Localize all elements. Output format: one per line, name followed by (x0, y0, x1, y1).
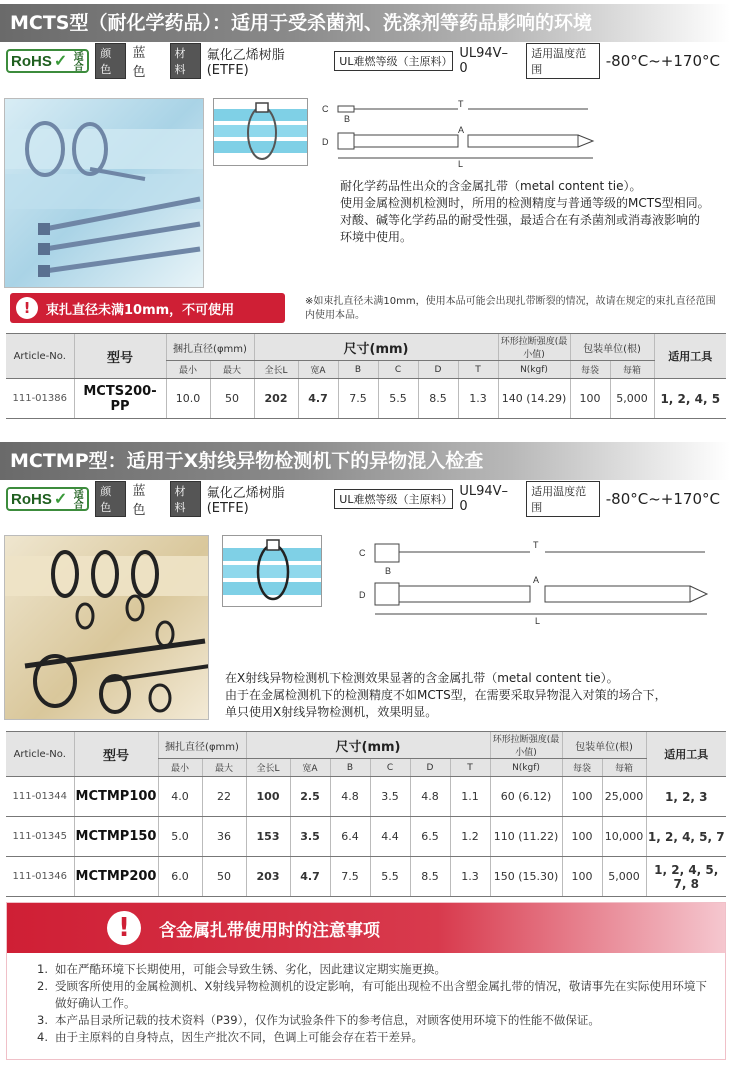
mcts-product-photo (4, 98, 204, 288)
list-item-number: 3. (37, 1013, 48, 1027)
cell-max: 50 (210, 379, 254, 419)
mctmp-usage-illustration (222, 535, 322, 607)
exclamation-icon: ! (16, 297, 38, 319)
header-article: Article-No. (6, 334, 74, 379)
header-max: 最大 (210, 361, 254, 379)
notice-list (37, 961, 717, 1046)
cell-b: 7.5 (338, 379, 378, 419)
cell-model: MCTMP100 (74, 777, 158, 817)
temp-label: 适用温度范围 (526, 43, 600, 79)
cell-article: 111-01346 (6, 857, 74, 897)
header-bundle: 捆扎直径(φmm) (166, 334, 254, 361)
list-item (37, 978, 717, 1012)
check-icon: ✓ (53, 53, 68, 70)
header-b: B (338, 361, 378, 379)
mcts-desc-line: 环境中使用。 (340, 230, 413, 244)
list-item-number: 4. (37, 1030, 48, 1044)
cell-per-box: 5,000 (610, 379, 654, 419)
color-value: 蓝色 (132, 484, 146, 518)
material-value: 氟化乙烯树脂(ETFE) (206, 486, 285, 516)
exclamation-icon: ! (107, 911, 141, 945)
mcts-section-title: MCTS型（耐化学药品）：适用于受杀菌剂、洗涤剂等药品影响的环境 (0, 4, 730, 42)
mctmp-description (225, 670, 725, 721)
color-label: 颜色 (95, 481, 126, 517)
diagram-label-a: A (458, 125, 465, 135)
diagram-label-c: C (359, 548, 366, 558)
cell-c: 5.5 (378, 379, 418, 419)
mctmp-section-title: MCTMP型：适用于X射线异物检测机下的异物混入检查 (0, 442, 730, 480)
mcts-spec-row (6, 46, 726, 80)
cell-length: 100 (246, 777, 290, 817)
cell-width: 3.5 (290, 817, 330, 857)
ul-value: UL94V–0 (459, 46, 509, 76)
list-item-number: 2. (37, 979, 48, 993)
cell-tensile: 140 (14.29) (498, 379, 570, 419)
cell-d: 4.8 (410, 777, 450, 817)
diagram-label-c: C (322, 104, 329, 114)
cell-per-bag: 100 (562, 857, 602, 897)
list-item (37, 1012, 717, 1029)
header-bundle: 捆扎直径(φmm) (158, 732, 246, 759)
color-value: 蓝色 (132, 46, 146, 80)
rohs-badge (6, 487, 89, 511)
mctmp-dimension-diagram (355, 538, 725, 628)
header-tensile: 环形拉断强度(最小值) (498, 334, 570, 361)
cell-min: 6.0 (158, 857, 202, 897)
header-article: Article-No. (6, 732, 74, 777)
cell-b: 4.8 (330, 777, 370, 817)
header-tools: 适用工具 (654, 334, 726, 379)
cell-article: 111-01344 (6, 777, 74, 817)
cell-min: 10.0 (166, 379, 210, 419)
diagram-label-b: B (344, 114, 351, 124)
cell-c: 5.5 (370, 857, 410, 897)
list-item (37, 961, 717, 978)
table-row (6, 817, 726, 857)
temp-label: 适用温度范围 (526, 481, 600, 517)
diameter-warning-bar (10, 293, 285, 323)
cell-tensile: 110 (11.22) (490, 817, 562, 857)
header-tensile: 环形拉断强度(最小值) (490, 732, 562, 759)
header-c: C (370, 759, 410, 777)
header-dims: 尺寸(mm) (246, 732, 490, 759)
cell-max: 22 (202, 777, 246, 817)
cell-max: 50 (202, 857, 246, 897)
material-label: 材料 (170, 43, 201, 79)
header-d: D (418, 361, 458, 379)
cell-model: MCTS200-PP (74, 379, 166, 419)
header-tensile-unit: N(kgf) (498, 361, 570, 379)
cell-c: 3.5 (370, 777, 410, 817)
cell-width: 4.7 (290, 857, 330, 897)
header-min: 最小 (166, 361, 210, 379)
notice-box (6, 902, 726, 1060)
temp-value: -80°C~+170°C (605, 52, 720, 70)
cell-per-bag: 100 (562, 817, 602, 857)
cell-model: MCTMP150 (74, 817, 158, 857)
cell-tensile: 60 (6.12) (490, 777, 562, 817)
header-model: 型号 (74, 732, 158, 777)
header-pack: 包装单位(根) (562, 732, 646, 759)
mcts-dimension-diagram (318, 98, 728, 168)
diameter-warning-note: ※如束扎直径未满10mm，使用本品可能会出现扎带断裂的情况，故请在规定的束扎直径范围内使用本品。 (305, 296, 716, 321)
list-item-number: 1. (37, 962, 48, 976)
header-per-box: 每箱 (610, 361, 654, 379)
diagram-label-b: B (385, 566, 392, 576)
header-min: 最小 (158, 759, 202, 777)
material-value: 氟化乙烯树脂(ETFE) (206, 48, 285, 78)
header-tools: 适用工具 (646, 732, 726, 777)
cell-tools: 1, 2, 4, 5, 7, 8 (646, 857, 726, 897)
check-icon: ✓ (53, 491, 68, 508)
material-label: 材料 (170, 481, 201, 517)
cell-tools: 1, 2, 3 (646, 777, 726, 817)
mcts-desc-line: 使用金属检测机检测时，所用的检测精度与普通等级的MCTS型相同。 (340, 196, 710, 210)
cell-tensile: 150 (15.30) (490, 857, 562, 897)
cell-d: 6.5 (410, 817, 450, 857)
table-row (6, 857, 726, 897)
header-dims: 尺寸(mm) (254, 334, 498, 361)
color-label: 颜色 (95, 43, 126, 79)
cell-length: 202 (254, 379, 298, 419)
header-t: T (450, 759, 490, 777)
cell-width: 2.5 (290, 777, 330, 817)
cell-min: 4.0 (158, 777, 202, 817)
cell-t: 1.1 (450, 777, 490, 817)
header-tensile-unit: N(kgf) (490, 759, 562, 777)
cell-model: MCTMP200 (74, 857, 158, 897)
ul-value: UL94V–0 (459, 484, 509, 514)
header-per-box: 每箱 (602, 759, 646, 777)
cell-d: 8.5 (418, 379, 458, 419)
diagram-label-a: A (533, 575, 540, 585)
cell-per-bag: 100 (562, 777, 602, 817)
mcts-desc-line: 耐化学药品性出众的含金属扎带（metal content tie）。 (340, 179, 642, 193)
header-per-bag: 每袋 (562, 759, 602, 777)
ul-label: UL难燃等级（主原料） (334, 489, 453, 509)
cell-t: 1.3 (458, 379, 498, 419)
cell-length: 203 (246, 857, 290, 897)
header-c: C (378, 361, 418, 379)
table-row (6, 777, 726, 817)
mcts-usage-illustration (213, 98, 308, 166)
temp-value: -80°C~+170°C (605, 490, 720, 508)
diameter-warning-text: 束扎直径未满10mm，不可使用 (46, 302, 235, 318)
ul-label: UL难燃等级（主原料） (334, 51, 453, 71)
header-b: B (330, 759, 370, 777)
diagram-label-l: L (458, 159, 464, 168)
rohs-badge (6, 49, 89, 73)
list-item (37, 1029, 717, 1046)
header-pack: 包装单位(根) (570, 334, 654, 361)
cell-max: 36 (202, 817, 246, 857)
header-d: D (410, 759, 450, 777)
cell-tools: 1, 2, 4, 5 (654, 379, 726, 419)
mctmp-desc-line: 在X射线异物检测机下检测效果显著的含金属扎带（metal content tie）。 (225, 671, 619, 685)
mctmp-spec-table (6, 731, 726, 897)
notice-header (7, 903, 725, 953)
header-t: T (458, 361, 498, 379)
notice-title: 含金属扎带使用时的注意事项 (159, 920, 380, 941)
cell-article: 111-01386 (6, 379, 74, 419)
header-per-bag: 每袋 (570, 361, 610, 379)
list-item-text: 受顾客所使用的金属检测机、X射线异物检测机的设定影响，有可能出现检不出含塑金属扎带的情况，敬请事先在实际使用环境下做好确认工作。 (55, 979, 707, 1010)
cell-t: 1.2 (450, 817, 490, 857)
cell-per-box: 25,000 (602, 777, 646, 817)
cell-b: 7.5 (330, 857, 370, 897)
rohs-text: RoHS (11, 490, 52, 508)
diagram-label-t: T (533, 540, 539, 550)
mctmp-product-photo (4, 535, 209, 720)
mctmp-spec-row (6, 484, 726, 518)
mctmp-desc-line: 单只使用X射线异物检测机，效果明显。 (225, 705, 438, 719)
cell-length: 153 (246, 817, 290, 857)
cell-b: 6.4 (330, 817, 370, 857)
cell-d: 8.5 (410, 857, 450, 897)
list-item-text: 本产品目录所记载的技术资料（P39），仅作为试验条件下的参考信息，对顾客使用环境下的性能不做保证。 (55, 1013, 600, 1027)
header-length: 全长L (254, 361, 298, 379)
mcts-desc-line: 对酸、碱等化学药品的耐受性强，最适合在有杀菌剂或消毒液影响的 (340, 213, 701, 227)
header-width: 宽A (298, 361, 338, 379)
list-item-text: 如在严酷环境下长期使用，可能会导致生锈、劣化，因此建议定期实施更换。 (55, 962, 446, 976)
mcts-spec-table (6, 333, 726, 419)
cell-per-box: 10,000 (602, 817, 646, 857)
diagram-label-t: T (458, 99, 464, 109)
diagram-label-d: D (322, 137, 329, 147)
header-length: 全长L (246, 759, 290, 777)
rohs-tag: 适合 (71, 489, 83, 509)
cell-per-bag: 100 (570, 379, 610, 419)
cell-min: 5.0 (158, 817, 202, 857)
table-row (6, 379, 726, 419)
rohs-tag: 适合 (71, 51, 83, 71)
diagram-label-d: D (359, 590, 366, 600)
cell-t: 1.3 (450, 857, 490, 897)
mcts-description (340, 178, 725, 246)
cell-per-box: 5,000 (602, 857, 646, 897)
diagram-label-l: L (535, 616, 541, 626)
cell-width: 4.7 (298, 379, 338, 419)
mctmp-desc-line: 由于在金属检测机下的检测精度不如MCTS型，在需要采取异物混入对策的场合下， (225, 688, 667, 702)
list-item-text: 由于主原料的自身特点，因生产批次不同，色调上可能会存在若干差异。 (55, 1030, 423, 1044)
header-width: 宽A (290, 759, 330, 777)
cell-article: 111-01345 (6, 817, 74, 857)
header-model: 型号 (74, 334, 166, 379)
cell-c: 4.4 (370, 817, 410, 857)
header-max: 最大 (202, 759, 246, 777)
cell-tools: 1, 2, 4, 5, 7 (646, 817, 726, 857)
rohs-text: RoHS (11, 52, 52, 70)
